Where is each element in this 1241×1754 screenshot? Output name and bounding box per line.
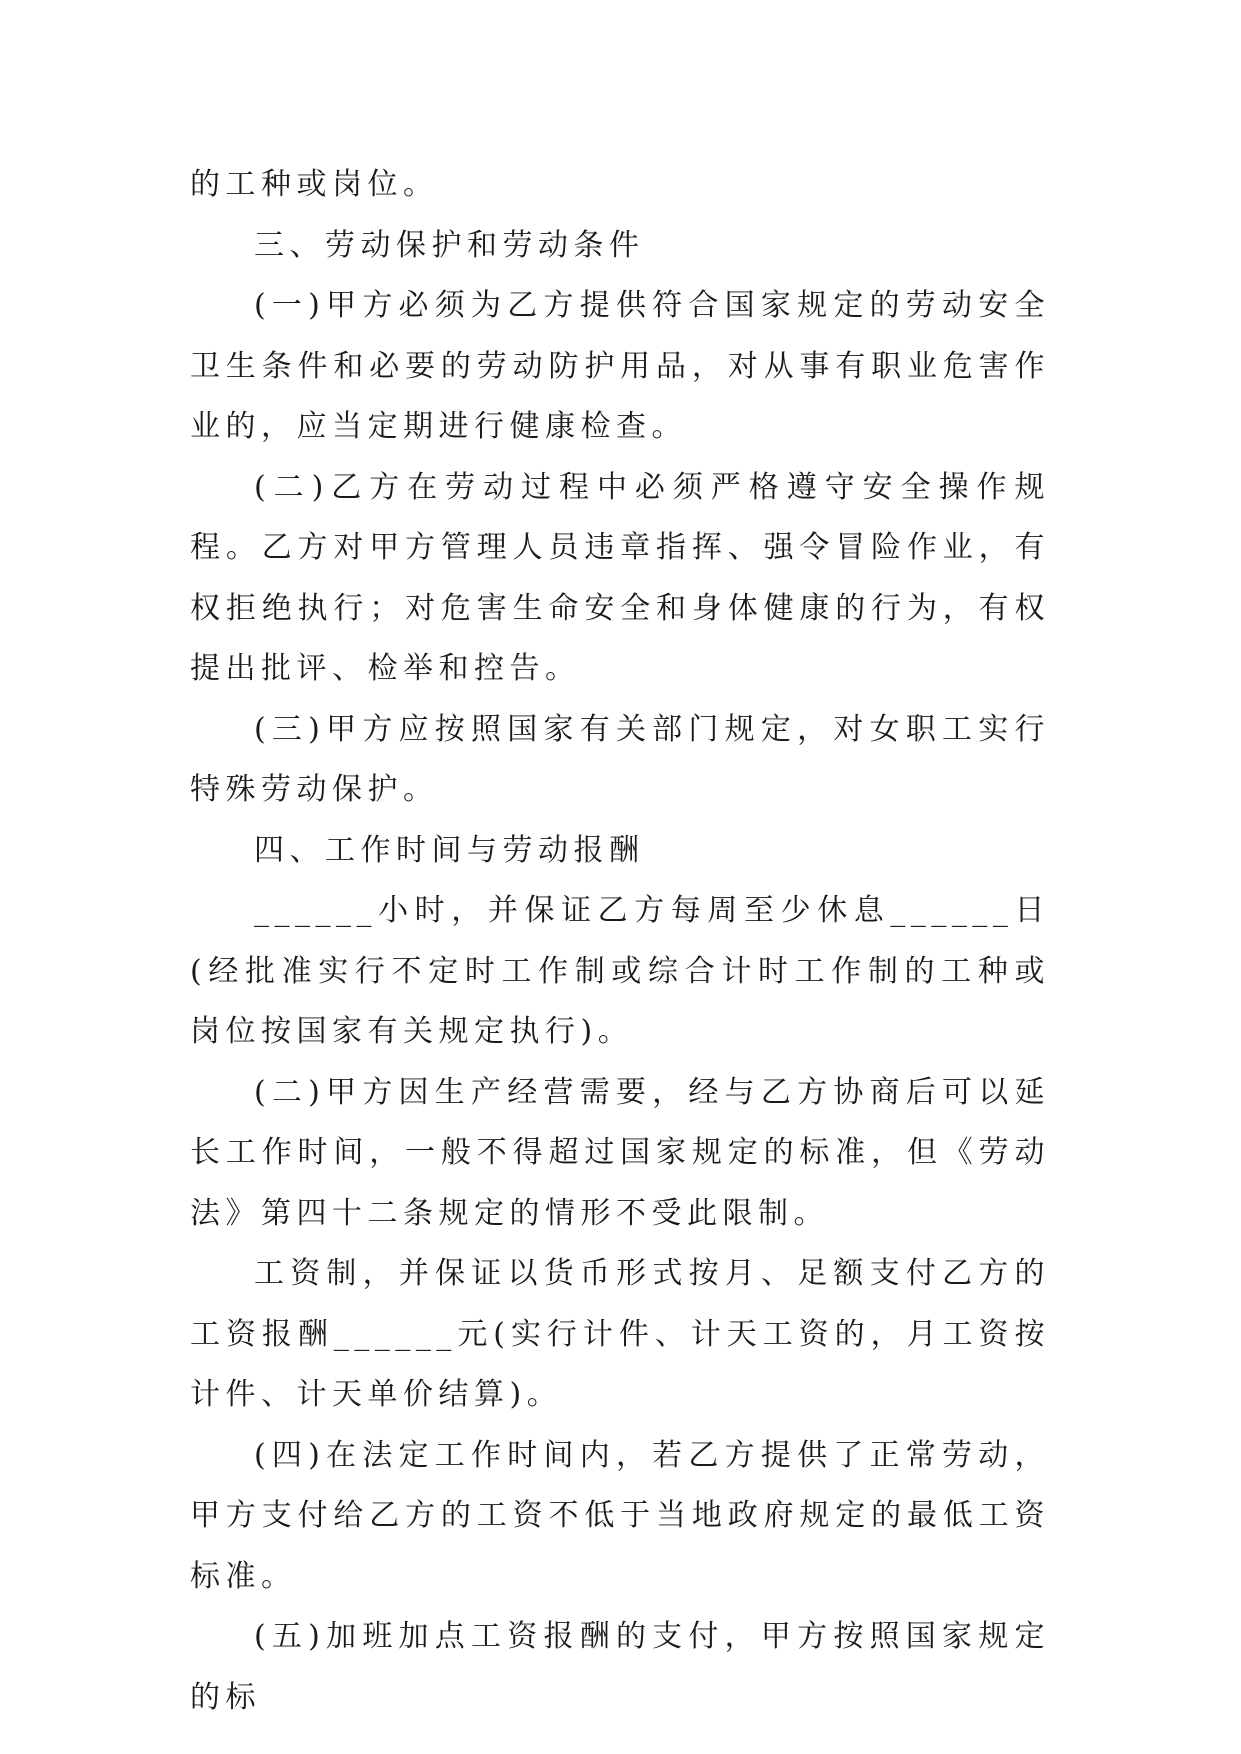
section-heading-3: 三、劳动保护和劳动条件 <box>254 227 645 263</box>
paragraph-4-2: (二)甲方因生产经营需要，经与乙方协商后可以延长工作时间，一般不得超过国家规定的标准，但《劳动法》第四十二条规定的情形不受此限制。 <box>190 1074 1050 1231</box>
document-body <box>190 155 1050 1728</box>
paragraph-4-3: 工资制，并保证以货币形式按月、足额支付乙方的工资报酬______元(实行计件、计天工资的，月工资按计件、计天单价结算)。 <box>190 1256 1050 1412</box>
paragraph-3-3: (三)甲方应按照国家有关部门规定，对女职工实行特殊劳动保护。 <box>190 711 1050 807</box>
paragraph-1: 的工种或岗位。 <box>190 167 439 202</box>
paragraph-3-1: (一)甲方必须为乙方提供符合国家规定的劳动安全卫生条件和必要的劳动防护用品，对从事有职业危害作业的，应当定期进行健康检查。 <box>190 288 1050 444</box>
section-heading-4: 四、工作时间与劳动报酬 <box>254 832 645 868</box>
paragraph-4-5: (五)加班加点工资报酬的支付，甲方按照国家规定的标 <box>190 1619 1050 1715</box>
paragraph-4-1: ______小时，并保证乙方每周至少休息______日(经批准实行不定时工作制或综合计时工作制的工种或岗位按国家有关规定执行)。 <box>190 893 1050 1049</box>
paragraph-3-2: (二)乙方在劳动过程中必须严格遵守安全操作规程。乙方对甲方管理人员违章指挥、强令冒险作业，有权拒绝执行；对危害生命安全和身体健康的行为，有权提出批评、检举和控告。 <box>190 469 1050 686</box>
paragraph-4-4: (四)在法定工作时间内，若乙方提供了正常劳动，甲方支付给乙方的工资不低于当地政府规定的最低工资标准。 <box>190 1437 1050 1594</box>
